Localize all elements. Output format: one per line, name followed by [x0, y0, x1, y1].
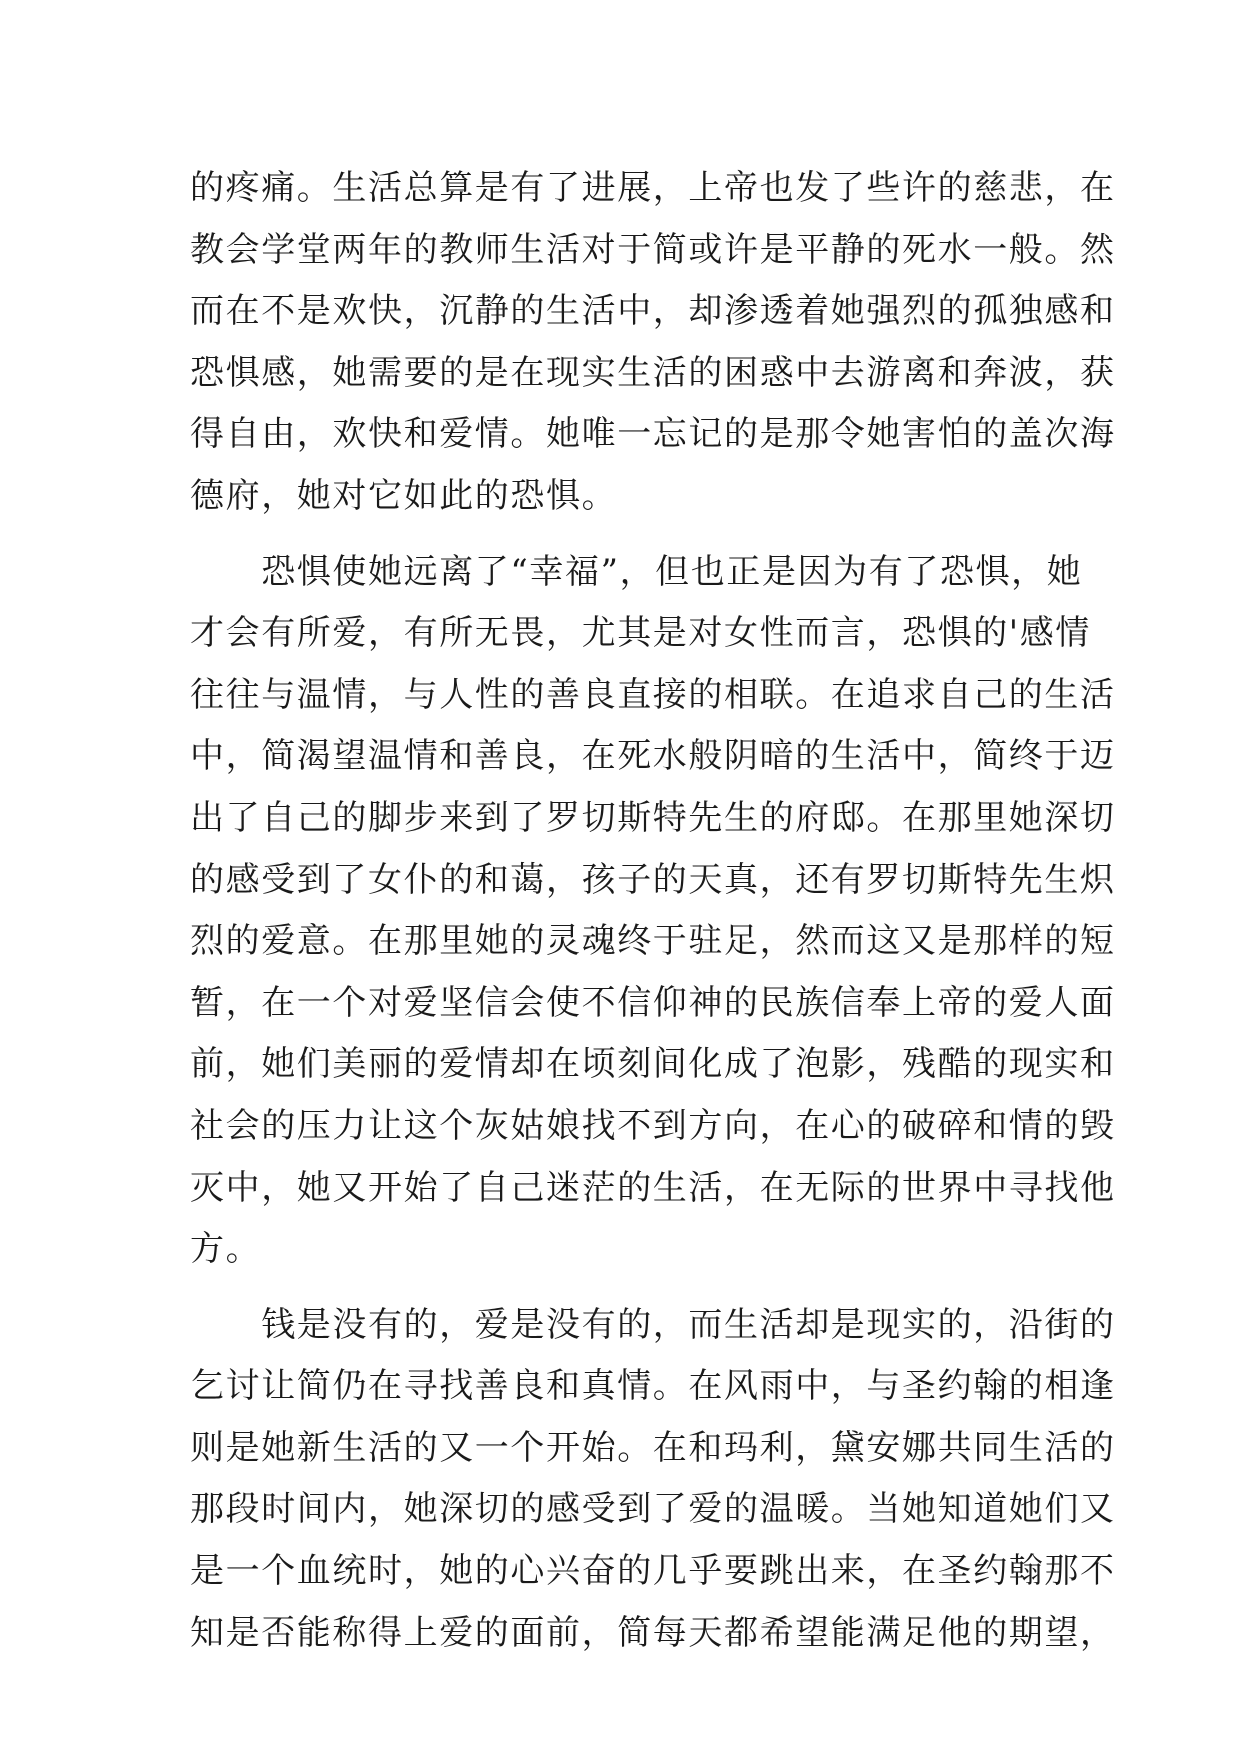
text-line: 社会的压力让这个灰姑娘找不到方向，在心的破碎和情的毁: [190, 1105, 1116, 1146]
text-line: 得自由，欢快和爱情。她唯一忘记的是那令她害怕的盖次海: [190, 414, 1116, 455]
paragraph-spacing: [190, 528, 1060, 542]
text-line: 恐惧使她远离了“幸福”，但也正是因为有了恐惧，她: [190, 551, 1083, 592]
text-line: 灭中，她又开始了自己迷茫的生活，在无际的世界中寻找他: [190, 1167, 1116, 1208]
text-line: 方。: [190, 1229, 262, 1270]
text-line: 恐惧感，她需要的是在现实生活的困惑中去游离和奔波，获: [190, 352, 1116, 393]
text-line: 教会学堂两年的教师生活对于简或许是平静的死水一般。然: [190, 229, 1116, 270]
text-line: 知是否能称得上爱的面前，简每天都希望能满足他的期望，: [190, 1612, 1116, 1653]
paragraph-3: [190, 1295, 1116, 1665]
text-line: 前，她们美丽的爱情却在顷刻间化成了泡影，残酷的现实和: [190, 1044, 1116, 1085]
paragraph-spacing: [190, 1281, 1060, 1295]
text-line: 德府，她对它如此的恐惧。: [190, 475, 618, 516]
text-line: 是一个血统时，她的心兴奋的几乎要跳出来，在圣约翰那不: [190, 1551, 1116, 1592]
text-line: 才会有所爱，有所无畏，尤其是对女性而言，恐惧的'感情: [190, 613, 1091, 654]
text-line: 往往与温情，与人性的善良直接的相联。在追求自己的生活: [190, 674, 1116, 715]
text-line: 则是她新生活的又一个开始。在和玛利，黛安娜共同生活的: [190, 1427, 1116, 1468]
text-line: 钱是没有的，爱是没有的，而生活却是现实的，沿街的: [190, 1304, 1116, 1345]
text-line: 而在不是欢快，沉静的生活中，却渗透着她强烈的孤独感和: [190, 291, 1116, 332]
text-line: 烈的爱意。在那里她的灵魂终于驻足，然而这又是那样的短: [190, 921, 1116, 962]
text-line: 出了自己的脚步来到了罗切斯特先生的府邸。在那里她深切: [190, 797, 1116, 838]
paragraph-1: [190, 158, 1116, 528]
text-line: 那段时间内，她深切的感受到了爱的温暖。当她知道她们又: [190, 1489, 1116, 1530]
text-line: 暂，在一个对爱坚信会使不信仰神的民族信奉上帝的爱人面: [190, 982, 1116, 1023]
body-text: [190, 158, 1116, 1664]
text-line: 的疼痛。生活总算是有了进展，上帝也发了些许的慈悲，在: [190, 168, 1116, 208]
text-line: 乞讨让简仍在寻找善良和真情。在风雨中，与圣约翰的相逢: [190, 1366, 1116, 1407]
text-line: 的感受到了女仆的和蔼，孩子的天真，还有罗切斯特先生炽: [190, 859, 1116, 900]
text-line: 中，简渴望温情和善良，在死水般阴暗的生活中，简终于迈: [190, 736, 1116, 777]
paragraph-2: [190, 542, 1116, 1281]
